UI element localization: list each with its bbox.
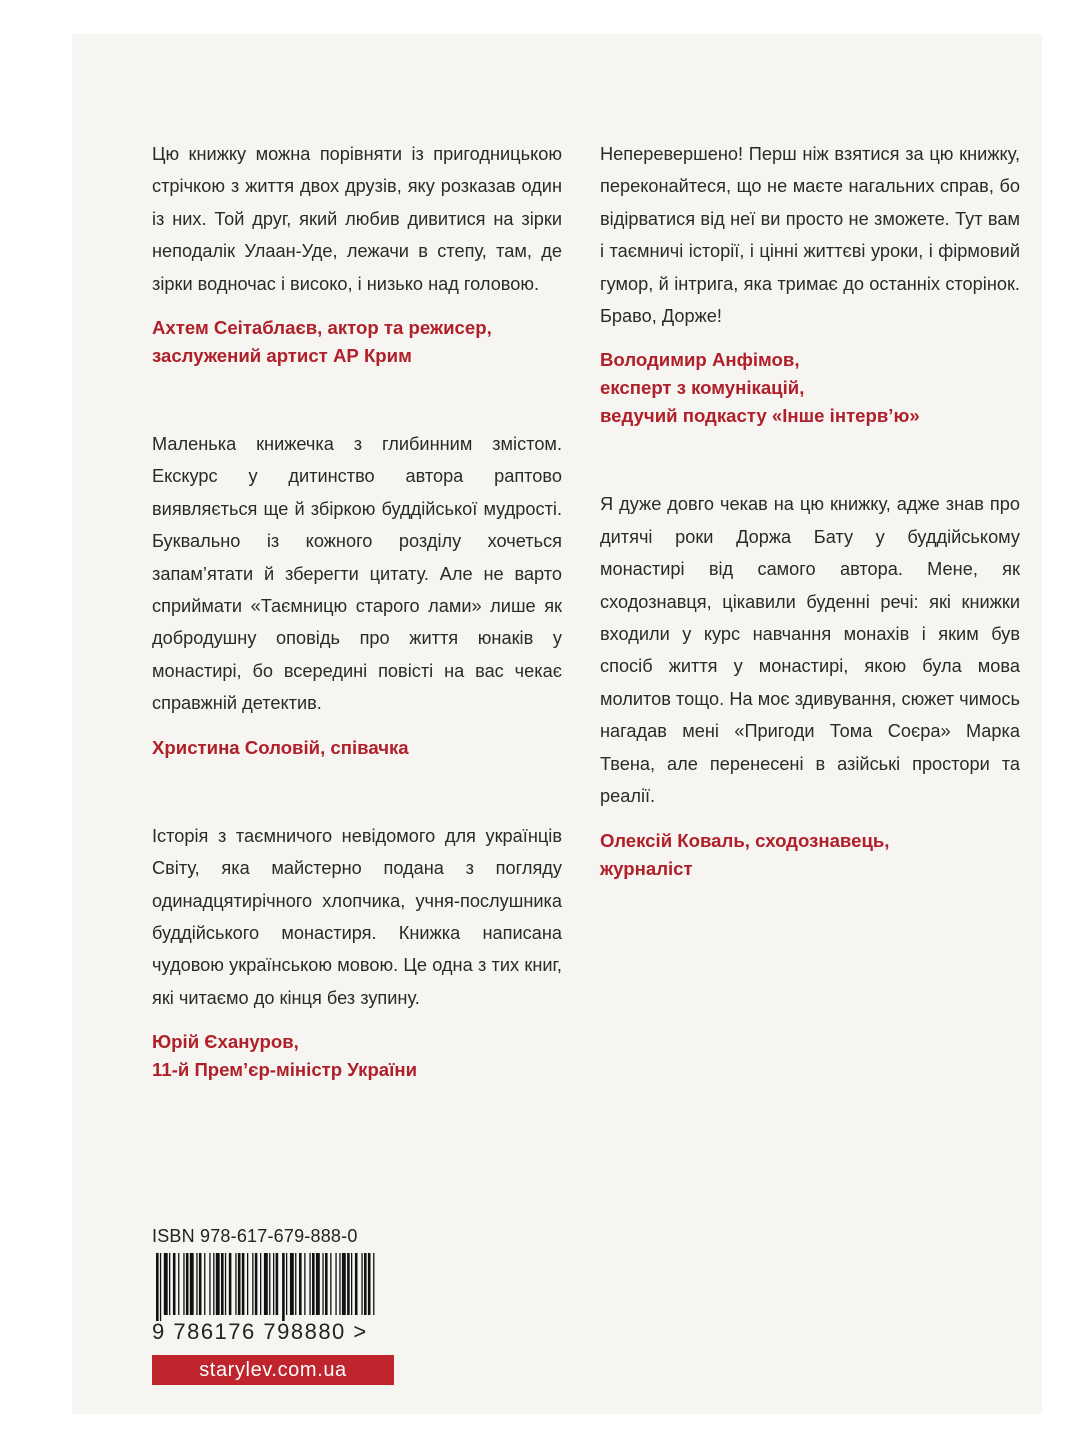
barcode-bar <box>312 1253 315 1315</box>
barcode-bar <box>269 1253 270 1315</box>
barcode <box>152 1253 384 1321</box>
barcode-bar <box>235 1253 236 1315</box>
isbn-label: ISBN 978-617-679-888-0 <box>152 1226 358 1246</box>
barcode-bar <box>190 1253 194 1315</box>
review-block <box>152 820 562 1084</box>
left-column <box>152 138 562 1142</box>
barcode-bar <box>351 1253 352 1315</box>
barcode-bar <box>304 1253 305 1315</box>
review-author <box>152 1028 562 1084</box>
author-line: Ахтем Сеітаблаєв, актор та режисер, <box>152 317 492 339</box>
barcode-bar <box>316 1253 320 1315</box>
review-block <box>152 138 562 370</box>
barcode-bar <box>225 1253 226 1315</box>
website-badge[interactable]: starylev.com.ua <box>152 1355 394 1385</box>
barcode-bar <box>260 1253 261 1315</box>
review-author <box>600 827 1020 883</box>
barcode-bar <box>221 1253 224 1315</box>
barcode-bar <box>209 1253 210 1315</box>
barcode-bar <box>252 1253 253 1315</box>
author-line: Христина Соловій, співачка <box>152 736 409 758</box>
barcode-bar <box>322 1253 323 1315</box>
barcode-bar <box>264 1253 268 1315</box>
barcode-bar <box>169 1253 170 1315</box>
barcode-bar <box>229 1253 232 1315</box>
barcode-bar <box>216 1253 220 1315</box>
barcode-bar <box>199 1253 202 1315</box>
barcode-bar <box>213 1253 214 1315</box>
barcode-bar <box>204 1253 205 1315</box>
barcode-bar <box>330 1253 331 1315</box>
barcode-bar <box>309 1253 310 1315</box>
right-column <box>600 138 1020 941</box>
review-block <box>600 488 1020 882</box>
barcode-bar <box>238 1253 241 1315</box>
barcode-bar <box>299 1253 302 1315</box>
review-block <box>152 428 562 762</box>
barcode-bar <box>290 1253 294 1315</box>
barcode-bar <box>276 1253 279 1315</box>
barcode-bar <box>373 1253 374 1315</box>
barcode-bar <box>295 1253 296 1315</box>
author-line: Юрій Єхануров, <box>152 1031 299 1053</box>
barcode-bar <box>160 1253 161 1321</box>
isbn-block <box>152 1226 392 1345</box>
review-text: Я дуже довго чекав на цю книжку, адже знав про дитячі роки Доржа Бату у буддійському монастирі від самого автора. Мене, як сходознавця, цікавили буденні речі: які книжки входили у курс навчання монахів і яким був спосіб життя у монастирі, якою була мова молитов тощо. На моє здивування, сюжет чимось нагадав мені «Пригоди Тома Соєра» Марка Твена, але перенесені в азійські простори та реалії. <box>600 494 1020 807</box>
author-line: експерт з комунікацій, <box>600 377 805 399</box>
barcode-bar <box>183 1253 184 1315</box>
barcode-bar <box>178 1253 179 1315</box>
author-line: Олексій Коваль, сходознавець, <box>600 829 890 851</box>
barcode-bar <box>286 1253 287 1315</box>
review-text: Неперевершено! Перш ніж взятися за цю книжку, переконайтеся, що не маєте нагальних справ, бо відірватися від неї ви просто не зможете. Тут вам і таємничі історії, і цінні життєві уроки, і фірмовий гумор, й інтрига, яка тримає до останніх сторінок. Браво, Дорже! <box>600 144 1020 327</box>
author-line: заслужений артист АР Крим <box>152 345 412 367</box>
review-author <box>152 734 562 762</box>
review-author <box>152 314 562 370</box>
review-text: Цю книжку можна порівняти із пригодницькою стрічкою з життя двох друзів, яку розказав один із них. Той друг, який любив дивитися на зірки неподалік Улаан-Уде, лежачи в степу, там, де зірки водночас і високо, і низько над головою. <box>152 144 562 294</box>
barcode-bar <box>325 1253 328 1315</box>
author-line: Володимир Анфімов, <box>600 349 800 371</box>
barcode-bar <box>282 1253 285 1321</box>
book-back-cover <box>72 34 1042 1414</box>
review-author <box>600 346 1020 430</box>
barcode-bar <box>335 1253 336 1315</box>
review-text: Історія з таємничого невідомого для українців Світу, яка майстерно подана з погляду одинадцятирічного хлопчика, учня-послушника буддійського монастиря. Книжка написана чудовою українською мовою. Це одна з тих книг, які читаємо до кінця без зупину. <box>152 825 562 1008</box>
barcode-bar <box>164 1253 168 1315</box>
barcode-digits: 9 786176 798880 > <box>152 1319 368 1344</box>
barcode-bar <box>347 1253 350 1315</box>
barcode-bar <box>173 1253 176 1315</box>
barcode-bar <box>156 1253 159 1321</box>
barcode-bar <box>368 1253 371 1315</box>
barcode-bar <box>247 1253 248 1315</box>
barcode-bar <box>186 1253 189 1315</box>
author-line: 11-й Прем’єр-міністр України <box>152 1059 418 1081</box>
barcode-bar <box>242 1253 245 1315</box>
barcode-bar <box>342 1253 346 1315</box>
barcode-bar <box>364 1253 367 1315</box>
barcode-bar <box>361 1253 362 1315</box>
review-text: Маленька книжечка з глибинним змістом. Екскурс у дитинство автора раптово виявляється ще й збіркою буддійської мудрості. Буквально із кожного розділу хочеться запам’ятати й зберегти цитату. Але не варто сприймати «Таємницю старого лами» лише як добродушну оповідь про життя юнаків у монастирі, бо всередині повісті на вас чекає справжній детектив. <box>152 434 562 714</box>
barcode-bar <box>196 1253 197 1315</box>
barcode-bar <box>355 1253 358 1315</box>
barcode-bar <box>273 1253 274 1315</box>
review-block <box>600 138 1020 430</box>
author-line: ведучий подкасту «Інше інтерв’ю» <box>600 405 920 427</box>
barcode-bar <box>255 1253 258 1315</box>
author-line: журналіст <box>600 857 693 879</box>
barcode-bar <box>339 1253 340 1315</box>
